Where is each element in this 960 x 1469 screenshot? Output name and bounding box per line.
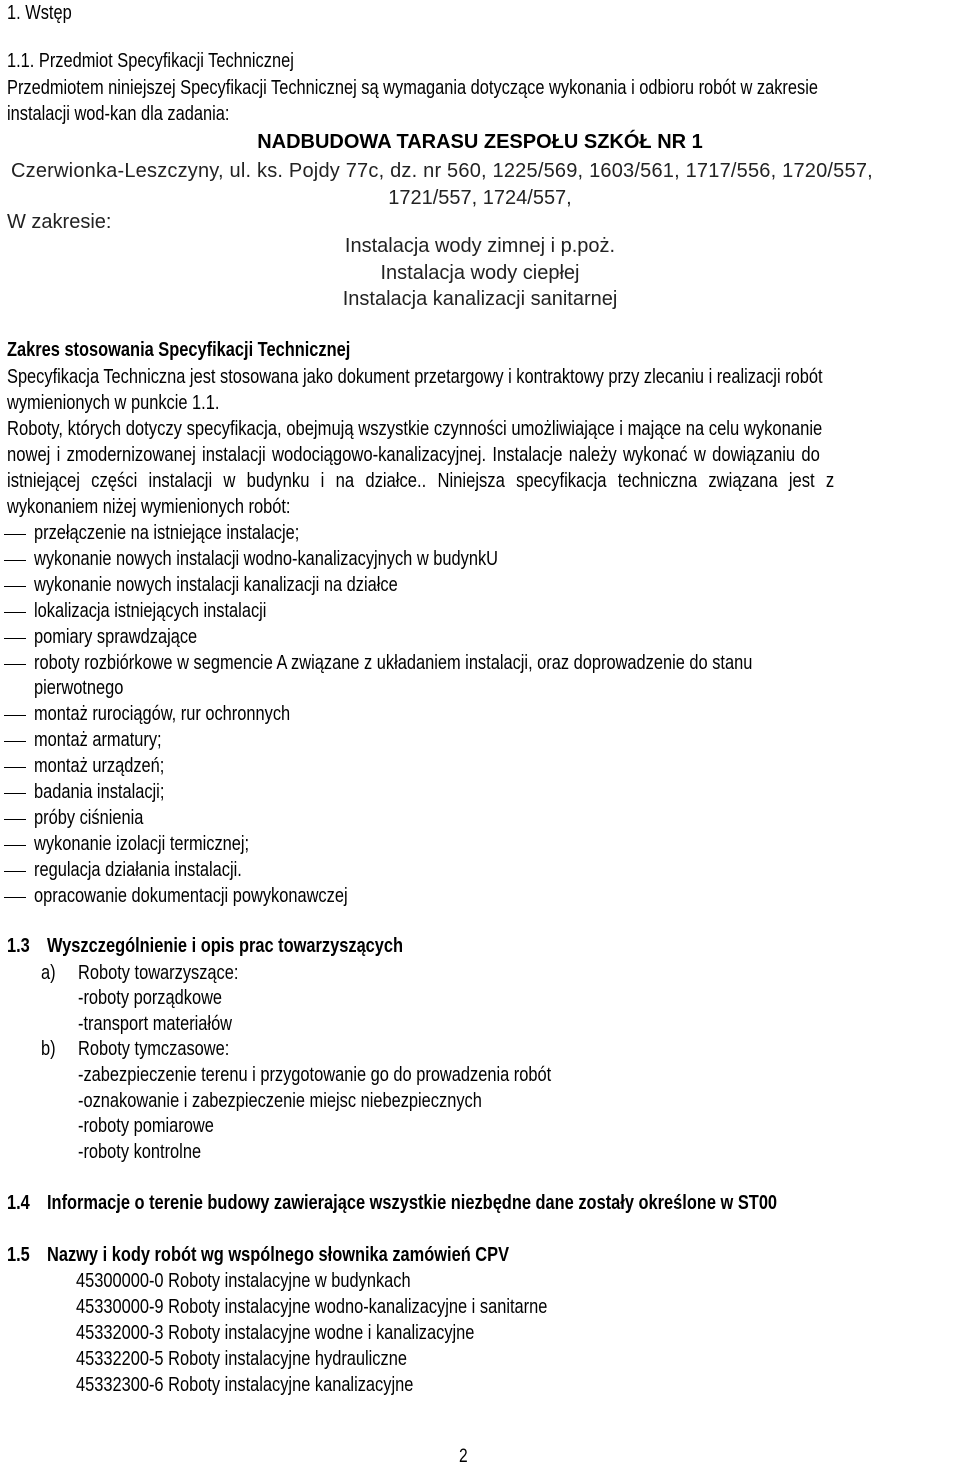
section-1-3-title: Wyszczególnienie i opis prac towarzyszących: [47, 935, 404, 957]
section-1-5-title: Nazwy i kody robót wg wspólnego słownika zamówień CPV: [47, 1244, 510, 1266]
cpv-code: 45300000-0 Roboty instalacyjne w budynkach: [76, 1270, 411, 1292]
scope-item: Instalacja wody zimnej i p.poż.: [344, 235, 616, 257]
list-item: regulacja działania instalacji.: [34, 859, 242, 881]
list-dash: [4, 793, 26, 794]
list-dash: [4, 534, 26, 535]
roboty-line-4: wykonaniem niżej wymienionych robót:: [7, 496, 291, 518]
list-dash: [4, 715, 26, 716]
group-b-marker: b): [41, 1038, 56, 1060]
zakres-title: Zakres stosowania Specyfikacji Technicznej: [7, 339, 351, 361]
list-item: roboty rozbiórkowe w segmencie A związane z układaniem instalacji, oraz doprowadzenie do stanu: [34, 652, 753, 674]
list-dash: [4, 560, 26, 561]
project-address-line-2: 1721/557, 1724/557,: [388, 187, 572, 209]
project-name: NADBUDOWA TARASU ZESPOŁU SZKÓŁ NR 1: [257, 131, 703, 153]
list-item: wykonanie izolacji termicznej;: [34, 833, 250, 855]
list-item: montaż rurociągów, rur ochronnych: [34, 703, 291, 725]
zakres-line-1: Specyfikacja Techniczna jest stosowana jako dokument przetargowy i kontraktowy przy zlecaniu i realizacji robót: [7, 366, 823, 388]
cpv-code: 45332000-3 Roboty instalacyjne wodne i kanalizacyjne: [76, 1322, 475, 1344]
group-a-title: Roboty towarzyszące:: [78, 962, 239, 984]
section-1-4-title: Informacje o terenie budowy zawierające wszystkie niezbędne dane zostały określone w ST00: [47, 1192, 778, 1214]
project-address-line-1: Czerwionka-Leszczyny, ul. ks. Pojdy 77c, dz. nr 560, 1225/569, 1603/561, 1717/556, 1720/557,: [11, 160, 873, 182]
group-b-item: -oznakowanie i zabezpieczenie miejsc niebezpiecznych: [78, 1090, 482, 1112]
list-item: wykonanie nowych instalacji kanalizacji na działce: [34, 574, 398, 596]
list-item: badania instalacji;: [34, 781, 165, 803]
group-b-item: -roboty kontrolne: [78, 1141, 202, 1163]
list-dash: [4, 871, 26, 872]
list-item: montaż urządzeń;: [34, 755, 165, 777]
page-number: 2: [459, 1446, 468, 1467]
list-item: montaż armatury;: [34, 729, 162, 751]
scope-label: W zakresie:: [7, 211, 112, 233]
section-1-1-title: 1.1. Przedmiot Specyfikacji Technicznej: [7, 50, 294, 72]
group-b-title: Roboty tymczasowe:: [78, 1038, 230, 1060]
intro-line-1: Przedmiotem niniejszej Specyfikacji Technicznej są wymagania dotyczące wykonania i odbioru robót w zakresie: [7, 77, 818, 99]
cpv-code: 45332300-6 Roboty instalacyjne kanalizacyjne: [76, 1374, 414, 1396]
group-a-item: -roboty porządkowe: [78, 987, 223, 1009]
zakres-line-2: wymienionych w punkcie 1.1.: [7, 392, 220, 414]
section-1-5-number: 1.5: [7, 1244, 30, 1266]
group-a-marker: a): [41, 962, 56, 984]
cpv-code: 45332200-5 Roboty instalacyjne hydrauliczne: [76, 1348, 407, 1370]
roboty-line-2: nowej i zmodernizowanej instalacji wodociągowo-kanalizacyjnej. Instalacje należy wykonać w dowiązaniu do: [7, 444, 820, 466]
group-a-item: -transport materiałów: [78, 1013, 233, 1035]
group-b-item: -zabezpieczenie terenu i przygotowanie go do prowadzenia robót: [78, 1064, 552, 1086]
list-dash: [4, 819, 26, 820]
list-dash: [4, 741, 26, 742]
list-item: pomiary sprawdzające: [34, 626, 198, 648]
section-1-3-number: 1.3: [7, 935, 30, 957]
roboty-line-1: Roboty, których dotyczy specyfikacja, obejmują wszystkie czynności umożliwiające i mające na celu wykonanie: [7, 418, 823, 440]
group-b-item: -roboty pomiarowe: [78, 1115, 214, 1137]
scope-item: Instalacja kanalizacji sanitarnej: [342, 288, 618, 310]
heading-wstep: 1. Wstęp: [7, 2, 72, 24]
list-item: przełączenie na istniejące instalacje;: [34, 522, 300, 544]
roboty-line-3: istniejącej części instalacji w budynku i na działce.. Niniejsza specyfikacja techniczna związana jest z: [7, 470, 835, 492]
list-item: próby ciśnienia: [34, 807, 144, 829]
scope-item: Instalacja wody ciepłej: [380, 262, 580, 284]
list-dash: [4, 845, 26, 846]
list-dash: [4, 612, 26, 613]
list-dash: [4, 897, 26, 898]
list-dash: [4, 664, 26, 665]
list-dash: [4, 638, 26, 639]
list-dash: [4, 767, 26, 768]
list-item: lokalizacja istniejących instalacji: [34, 600, 267, 622]
intro-line-2: instalacji wod-kan dla zadania:: [7, 103, 230, 125]
cpv-code: 45330000-9 Roboty instalacyjne wodno-kanalizacyjne i sanitarne: [76, 1296, 548, 1318]
list-dash: [4, 586, 26, 587]
list-item: opracowanie dokumentacji powykonawczej: [34, 885, 348, 907]
list-item: pierwotnego: [34, 677, 124, 699]
section-1-4-number: 1.4: [7, 1192, 30, 1214]
list-item: wykonanie nowych instalacji wodno-kanalizacyjnych w budynkU: [34, 548, 498, 570]
